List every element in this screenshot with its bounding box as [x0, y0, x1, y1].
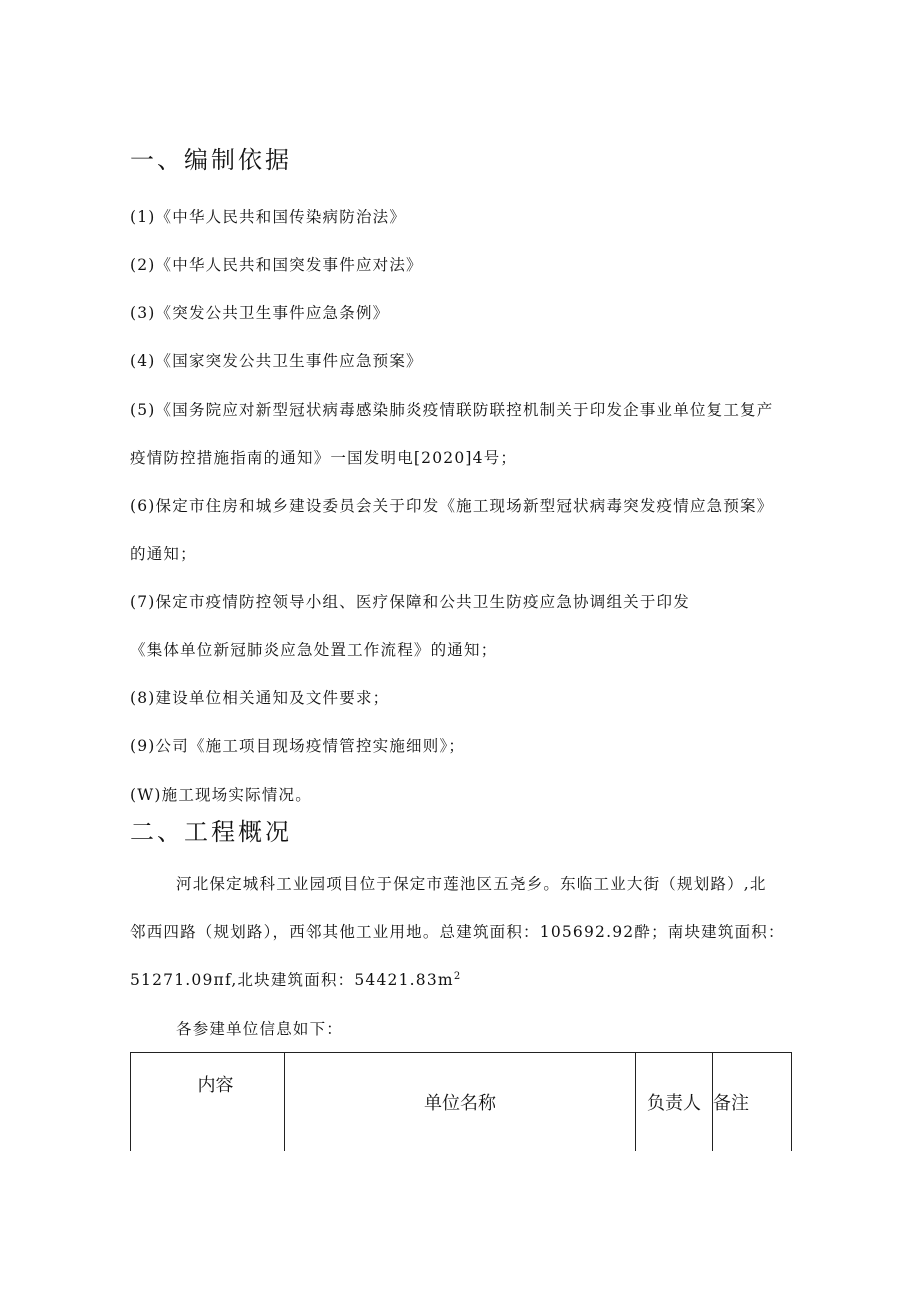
basis-item-6-line1: (6)保定市住房和城乡建设委员会关于印发《施工现场新型冠状病毒突发疫情应急预案》 [130, 497, 774, 515]
basis-item-7-line1: (7)保定市疫情防控领导小组、医疗保障和公共卫生防疫应急协调组关于印发 [130, 593, 690, 611]
basis-item-8: (8)建设单位相关通知及文件要求； [130, 689, 390, 707]
section2-title: 二、工程概况 [130, 818, 292, 846]
units-intro: 各参建单位信息如下： [176, 1020, 344, 1038]
header-person-in-charge: 负责人 [636, 1053, 713, 1152]
header-content: 内容 [131, 1053, 285, 1152]
basis-item-4: (4)《国家突发公共卫生事件应急预案》 [130, 352, 423, 370]
basis-item-2: (2)《中华人民共和国突发事件应对法》 [130, 256, 423, 274]
header-remarks: 备注 [713, 1053, 792, 1152]
basis-item-10: (W)施工现场实际情况。 [130, 786, 312, 804]
table-header-row [131, 1053, 792, 1152]
basis-item-9: (9)公司《施工项目现场疫情管控实施细则》； [130, 737, 466, 755]
overview-line-1: 河北保定城科工业园项目位于保定市莲池区五尧乡。东临工业大街（规划路）,北 [176, 875, 767, 893]
header-unit-name: 单位名称 [285, 1053, 636, 1152]
basis-item-7-line2: 《集体单位新冠肺炎应急处置工作流程》的通知； [130, 641, 498, 659]
basis-item-1: (1)《中华人民共和国传染病防治法》 [130, 208, 407, 226]
area-unit-superscript: 2 [453, 970, 462, 982]
basis-item-5-line1: (5)《国务院应对新型冠状病毒感染肺炎疫情联防联控机制关于印发企事业单位复工复产 [130, 401, 774, 419]
units-table [130, 1052, 792, 1151]
section1-title: 一、编制依据 [130, 146, 292, 174]
overview-line-2: 邻西四路（规划路），西邻其他工业用地。总建筑面积：105692.92酔；南块建筑面积： [130, 923, 785, 941]
overview-line-3: 51271.09πf,北块建筑面积：$54421.83m^2$ [130, 970, 462, 989]
basis-item-3: (3)《突发公共卫生事件应急条例》 [130, 304, 390, 322]
basis-item-6-line2: 的通知； [130, 545, 197, 563]
basis-item-5-line2: 疫情防控措施指南的通知》一国发明电[2020]4号； [130, 449, 518, 467]
